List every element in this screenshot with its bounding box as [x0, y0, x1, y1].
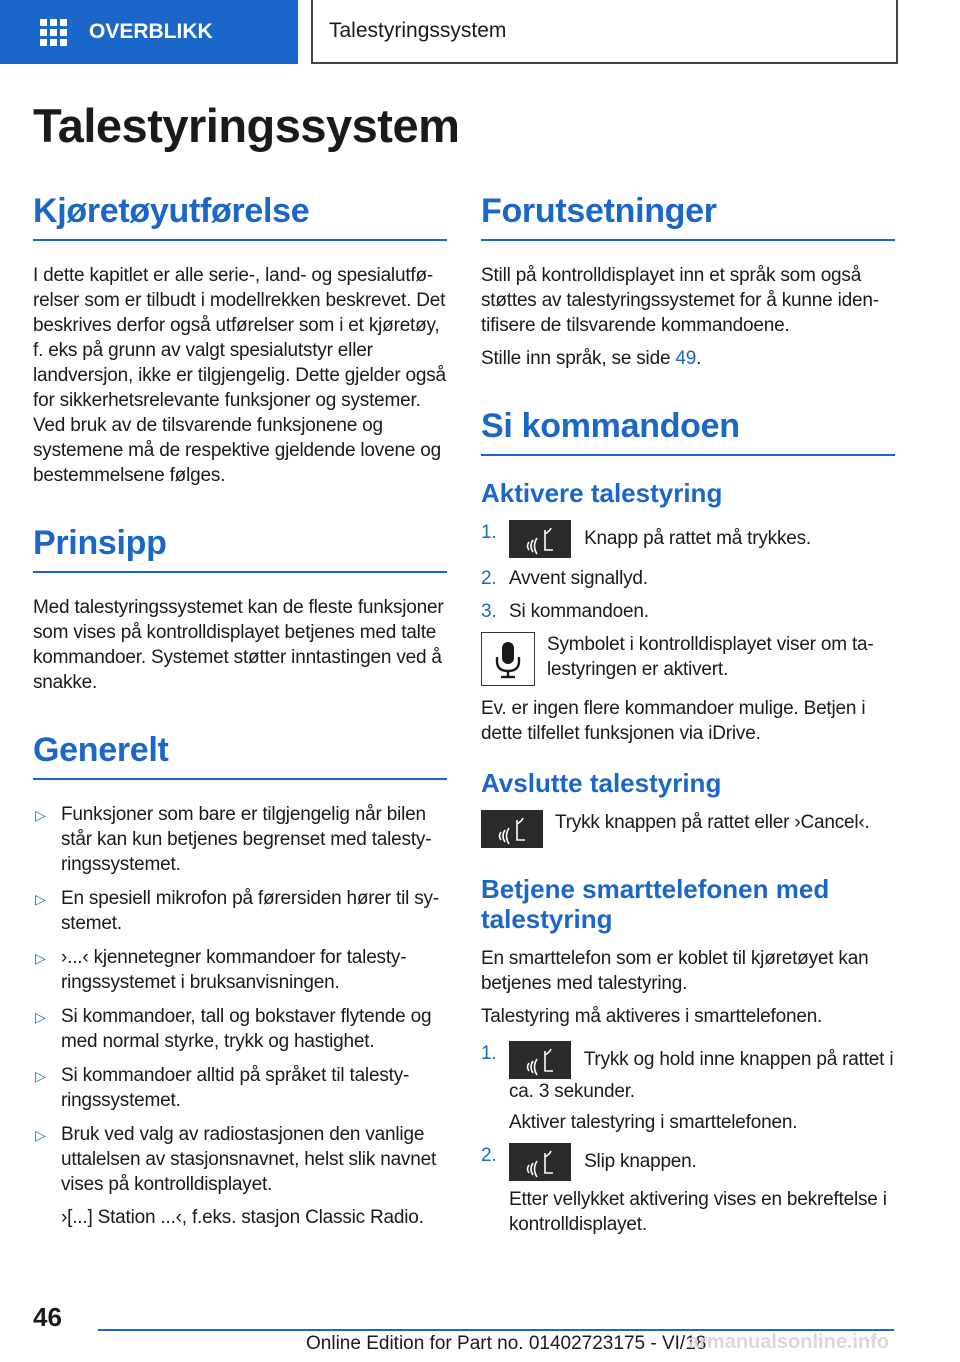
principle-text: Med talestyringssystemet kan de fleste funksjoner som vises på kontrolldisplayet betjenes med talte kommandoer. Systemet støtter inntastingen ved å snakke.	[33, 597, 444, 693]
list-item: ▷ Funksjoner som bare er tilgjengelig når bilen står kan kun betjenes begrenset med talestyringssystemet.	[35, 804, 432, 875]
triangle-bullet-icon: ▷	[35, 891, 46, 907]
voice-button-icon	[509, 520, 571, 558]
after-steps-text: Ev. er ingen flere kommandoer mulige. Betjen i dette tilfellet funksjonen via iDrive.	[481, 698, 866, 744]
smartphone-text-2: Talestyring må aktiveres i smarttelefonen.	[481, 1006, 823, 1027]
vehicle-version-text: I dette kapitlet er alle serie-, land- og spesialutførelser som er tilbudt i modellrekken beskrevet. Det beskrives derfor også utførelser som i et kjøretøy, f. eks på grunn av valgt spesialutstyr eller landversjon, ikke er tilgjengelig. Dette gjelder også for sikkerhetsrelevante funksjoner og systemer. Ved bruk av de tilsvarende funksjonene og systemene må de respektive gjeldende lovene og bestemmelsene følges.	[33, 265, 446, 486]
heading-end-voice: Avslutte talestyring	[481, 768, 722, 798]
page-title: Talestyringssystem	[33, 99, 460, 152]
section-prerequisites	[481, 192, 895, 371]
microphone-icon	[481, 632, 535, 686]
heading-vehicle-version: Kjøretøyutførelse	[33, 192, 447, 241]
section-header	[311, 0, 898, 64]
step-note: Etter vellykket aktivering vises en bekreftelse i kontrolldisplayet.	[509, 1189, 887, 1235]
general-bullet-list	[33, 802, 447, 1230]
list-item: 2. Slip knappen. Etter vellykket aktivering vises en bekreftelse i kontrolldisplayet.	[481, 1143, 895, 1237]
list-item: ▷ Bruk ved valg av radiostasjonen den vanlige uttalelsen av stasjonsnavnet, helst slik navnet vises på kontrolldisplayet. ›[...] Station ...‹, f.eks. stasjon Classic Radio.	[33, 1122, 447, 1230]
end-voice-row	[481, 810, 895, 848]
list-item: ▷ Si kommandoer alltid på språket til talestyringssystemet.	[35, 1065, 410, 1111]
smartphone-text-1: En smarttelefon som er koblet til kjøretøyet kan betjenes med talestyring.	[481, 948, 869, 994]
heading-activate-voice: Aktivere talestyring	[481, 478, 723, 508]
page-number: 46	[33, 1302, 62, 1332]
voice-button-icon	[509, 1041, 571, 1079]
triangle-bullet-icon: ▷	[35, 950, 46, 966]
list-item: 1. Knapp på rattet må trykkes.	[481, 520, 895, 558]
edition-text: Online Edition for Part no. 01402723175 - VI/18	[306, 1333, 707, 1354]
list-item: 1. Trykk og hold inne knappen på rattet i ca. 3 sekunder. Aktiver talestyring i smarttelefonen.	[481, 1043, 894, 1133]
triangle-bullet-icon: ▷	[35, 807, 46, 823]
triangle-bullet-icon: ▷	[35, 1127, 46, 1143]
bullet-example: ›[...] Station ...‹, f.eks. stasjon Classic Radio.	[61, 1207, 424, 1228]
left-column	[33, 192, 447, 1266]
voice-button-icon	[509, 1143, 571, 1181]
mic-symbol-text: Symbolet i kontrolldisplayet viser om talestyringen er aktivert.	[547, 634, 874, 680]
page-link[interactable]: 49	[675, 348, 697, 369]
list-item: 3. Si kommandoen.	[481, 601, 649, 622]
heading-general: Generelt	[33, 731, 447, 780]
right-column	[481, 192, 895, 1245]
section-principle	[33, 524, 447, 695]
end-voice-text: Trykk knappen på rattet eller ›Cancel‹.	[555, 812, 870, 833]
step-note: Aktiver talestyring i smarttelefonen.	[509, 1112, 798, 1133]
triangle-bullet-icon: ▷	[35, 1009, 46, 1025]
overview-tab[interactable]	[0, 0, 298, 64]
list-item: ▷ Si kommandoer, tall og bokstaver flytende og med normal styrke, trykk og hastighet.	[35, 1006, 432, 1052]
triangle-bullet-icon: ▷	[35, 1068, 46, 1084]
watermark: armanualsonline.info	[688, 1331, 890, 1353]
list-item: ▷ En spesiell mikrofon på førersiden hører til systemet.	[35, 888, 440, 934]
heading-prerequisites: Forutsetninger	[481, 192, 895, 241]
voice-button-icon	[481, 810, 543, 848]
list-item: 2. Avvent signallyd.	[481, 568, 648, 589]
heading-smartphone: Betjene smarttelefonen med talestyring	[481, 874, 830, 934]
language-reference: Stille inn språk, se side 49.	[481, 348, 702, 369]
activate-steps	[481, 520, 895, 624]
prerequisites-text: Still på kontrolldisplayet inn et språk som også støttes av talestyringssystemet for å kunne identifisere de tilsvarende kommandoene.	[481, 265, 880, 336]
heading-principle: Prinsipp	[33, 524, 447, 573]
section-say-command	[481, 407, 895, 1237]
smartphone-steps	[481, 1041, 895, 1237]
grid-menu-icon	[40, 19, 67, 46]
heading-say-command: Si kommandoen	[481, 407, 895, 456]
overview-tab-label: OVERBLIKK	[89, 20, 213, 43]
list-item: ▷ ›...‹ kjennetegner kommandoer for talestyringssystemet i bruksanvisningen.	[35, 947, 407, 993]
section-general	[33, 731, 447, 1230]
section-header-title: Talestyringssystem	[329, 19, 507, 42]
section-vehicle-version	[33, 192, 447, 488]
mic-symbol-note	[481, 632, 895, 686]
